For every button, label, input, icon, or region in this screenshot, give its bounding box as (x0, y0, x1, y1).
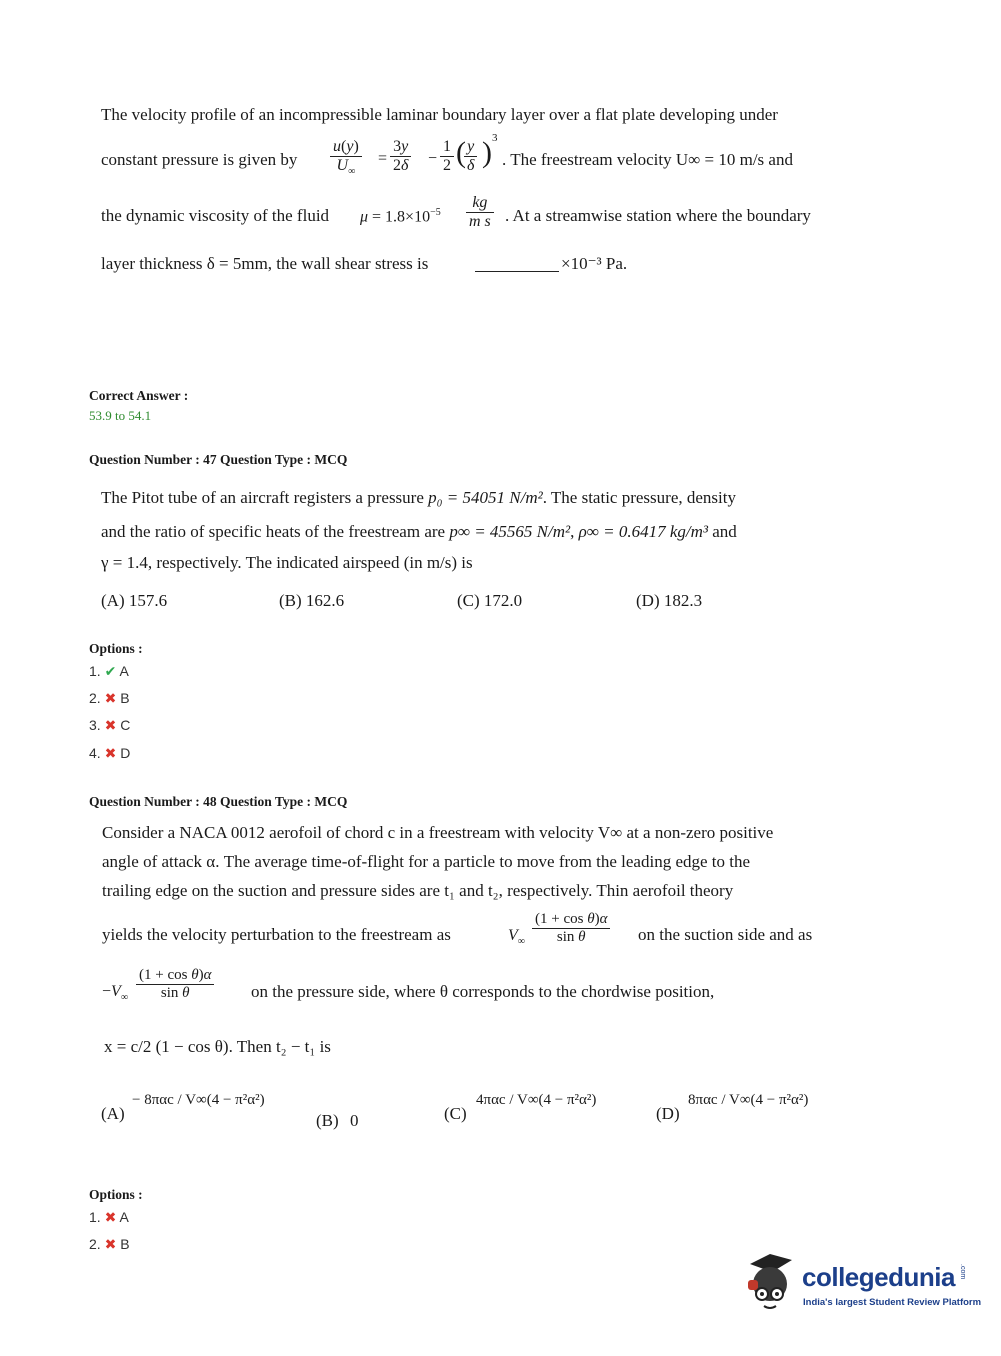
check-icon: ✔ (104, 663, 117, 679)
option-number: 2. (89, 690, 101, 706)
q47-line-2-end: and (712, 522, 737, 541)
q48-choice-d-value: 8παc / V∞(4 − π²α²) (688, 1092, 809, 1108)
option-letter: A (119, 1209, 129, 1225)
q47-option-4 (89, 745, 130, 762)
option-number: 3. (89, 717, 101, 733)
q47-option-2 (89, 690, 130, 707)
brand-domain: .com (959, 1264, 966, 1280)
q47-line-2-start: and the ratio of specific heats of the freestream are (101, 522, 446, 541)
cross-icon: ✖ (104, 717, 117, 733)
brand-name: collegedunia (802, 1262, 955, 1292)
cross-icon: ✖ (104, 1236, 117, 1252)
cross-icon: ✖ (104, 690, 117, 706)
q47-separator: , (570, 522, 575, 541)
q46-line-3-end: . At a streamwise station where the boundary (505, 206, 811, 225)
q48-suction-equation: $V_\infty$ $\frac{\text{(1 + cos θ)α}}{\text{sin θ}}$ (508, 908, 634, 956)
q47-line-1-start: The Pitot tube of an aircraft registers a pressure (101, 488, 424, 507)
q46-line-2-start: constant pressure is given by (101, 150, 298, 169)
q47-option-1 (89, 663, 129, 680)
q47-choice-d: (D) 182.3 (636, 591, 703, 610)
q47-choice-a: (A) 157.6 (101, 591, 168, 610)
q47-line-3: γ = 1.4, respectively. The indicated airspeed (in m/s) is (101, 553, 473, 572)
collegedunia-logo (740, 1250, 982, 1320)
q48-choice-a-value: − 8παc / V∞(4 − π²α²) (132, 1092, 265, 1108)
q48-choice-a-label: (A) (101, 1104, 125, 1123)
q46-line-1: The velocity profile of an incompressible laminar boundary layer over a flat plate developing under (101, 105, 778, 124)
q48-line-1: Consider a NACA 0012 aerofoil of chord c in a freestream with velocity V∞ at a non-zero positive (102, 823, 774, 842)
q48-line-4-start: yields the velocity perturbation to the freestream as (102, 925, 451, 944)
q48-line-2: angle of attack α. The average time-of-flight for a particle to move from the leading edge to the (102, 852, 751, 871)
q46-line-4-start: layer thickness δ = 5mm, the wall shear stress is (101, 254, 429, 273)
q47-eq-pinf: p∞ = 45565 N/m² (449, 522, 571, 541)
q47-option-3 (89, 717, 130, 734)
correct-answer-value: 53.9 to 54.1 (89, 408, 152, 423)
q47-line-1 (101, 489, 736, 506)
option-number: 2. (89, 1236, 101, 1252)
q48-line-3: trailing edge on the suction and pressure sides are t₁ and t₂, respectively. Thin aerofoil theory (102, 881, 734, 900)
cross-icon: ✖ (104, 1209, 117, 1225)
option-letter: B (120, 690, 130, 706)
option-letter: B (120, 1236, 130, 1252)
q47-header: Question Number : 47 Question Type : MCQ (89, 452, 348, 467)
q46-answer-blank (475, 257, 559, 277)
q47-choice-c: (C) 172.0 (457, 591, 523, 610)
q46-unit: ×10⁻³ Pa. (561, 254, 628, 273)
option-letter: D (120, 745, 131, 761)
q47-line-1-end: . The static pressure, density (542, 488, 736, 507)
q48-choice-b-label: (B) (316, 1111, 339, 1130)
q48-choice-d-label: (D) (656, 1104, 680, 1123)
option-number: 4. (89, 745, 101, 761)
q48-choice-c-label: (C) (444, 1104, 467, 1123)
q48-pressure-equation: $-V_\infty$ $\frac{\text{(1 + cos θ)α}}{\text{sin θ}}$ (102, 964, 242, 1014)
q47-line-2 (101, 523, 737, 540)
q46-viscosity-equation: $\mu = 1.8\times 10^{-5}$ $\frac{kg}{\text{m s}}$ (360, 194, 502, 238)
q47-eq-p0: p₀ = 54051 N/m² (428, 488, 543, 507)
q46-line-3-start: the dynamic viscosity of the fluid (101, 206, 330, 225)
q48-option-2 (89, 1236, 130, 1253)
option-number: 1. (89, 663, 101, 679)
cross-icon: ✖ (104, 745, 117, 761)
brand-tagline: India's largest Student Review Platform (803, 1297, 982, 1308)
q48-header: Question Number : 48 Question Type : MCQ (89, 794, 348, 809)
option-letter: A (119, 663, 129, 679)
q47-options-label: Options : (89, 641, 143, 656)
q48-line-6: x = c/2 (1 − cos θ). Then t₂ − t₁ is (104, 1037, 331, 1056)
q47-eq-rho: ρ∞ = 0.6417 kg/m³ (578, 522, 709, 541)
q48-line-5-end: on the pressure side, where θ corresponds to the chordwise position, (251, 982, 715, 1001)
q48-choice-c-value: 4παc / V∞(4 − π²α²) (476, 1092, 597, 1108)
mascot-icon (740, 1250, 802, 1316)
q47-choice-b: (B) 162.6 (279, 591, 345, 610)
q46-velocity-profile-equation: $\frac{u(y)}{U_\infty}$ = $\frac{3y}{2\delta}$ − $\frac{1}{2}$ ( $\frac{y}{\delta}$ ) 3 (330, 132, 500, 180)
q48-options-label: Options : (89, 1187, 143, 1202)
q46-line-2-end: . The freestream velocity U∞ = 10 m/s and (502, 150, 793, 169)
q48-choice-b-value: 0 (350, 1111, 359, 1130)
q48-line-4-end: on the suction side and as (638, 925, 813, 944)
option-letter: C (120, 717, 131, 733)
correct-answer-label: Correct Answer : (89, 388, 189, 403)
option-number: 1. (89, 1209, 101, 1225)
q48-option-1 (89, 1209, 129, 1226)
